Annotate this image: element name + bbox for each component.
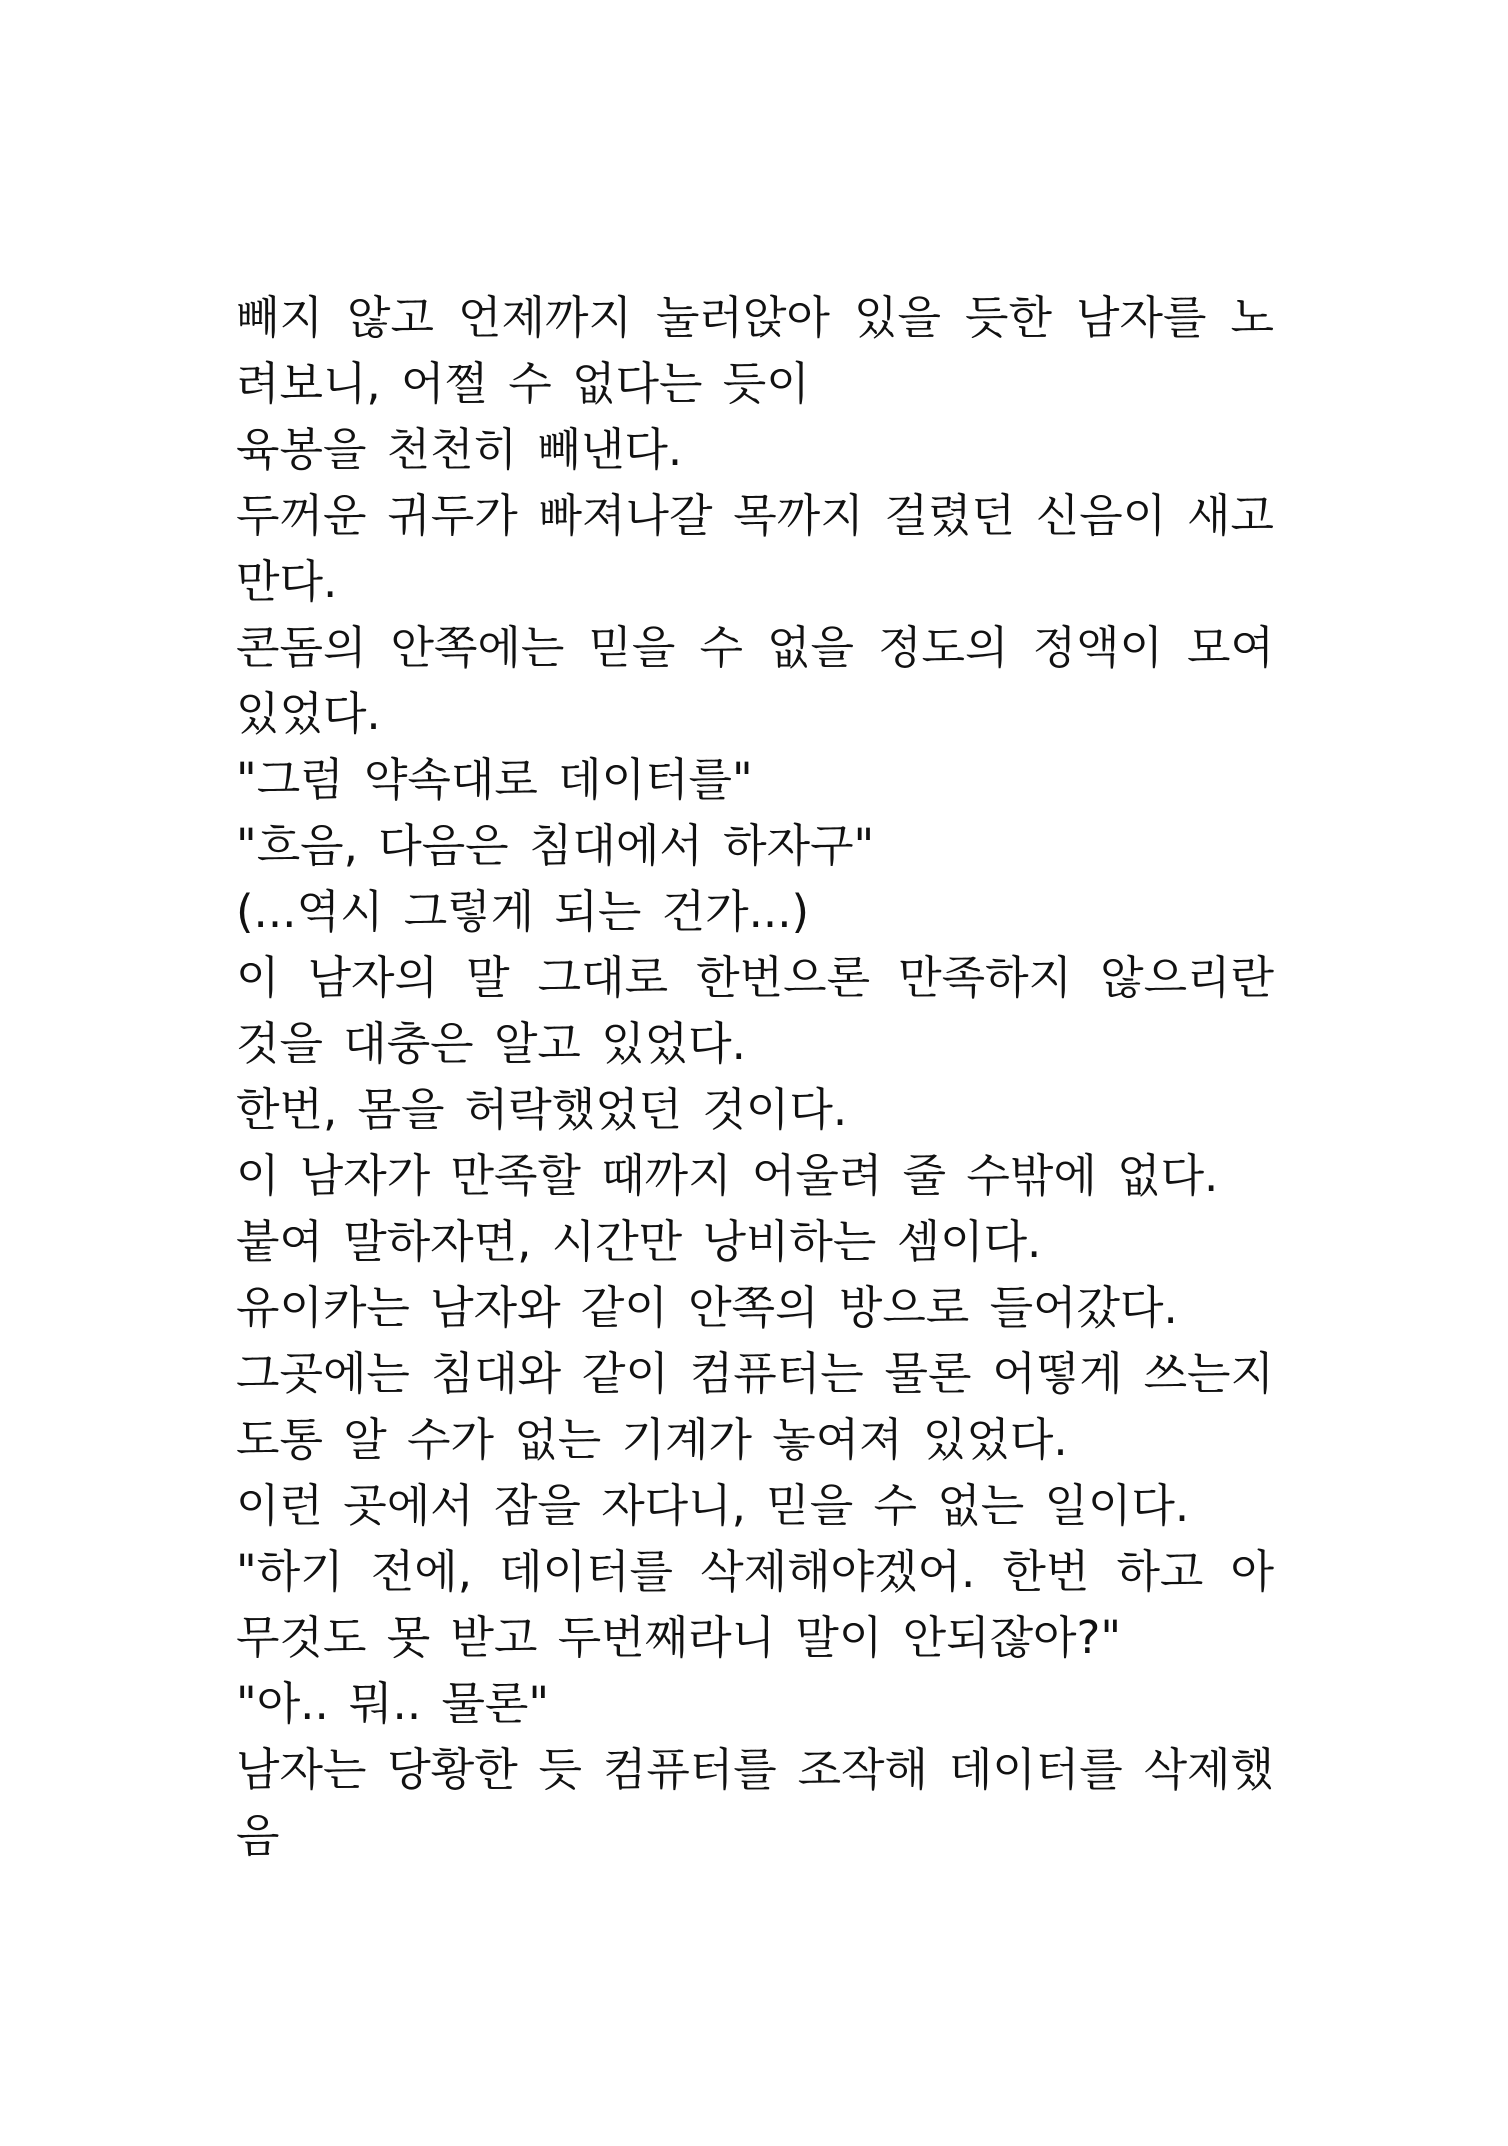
paragraph: (...역시 그렇게 되는 건가...): [236, 885, 810, 938]
paragraph: 그곳에는 침대와 같이 컴퓨터는 물론 어떻게 쓰는지 도통 알 수가 없는 기계가 놓여져 있었다.: [236, 1347, 1274, 1466]
paragraph: 이런 곳에서 잠을 자다니, 믿을 수 없는 일이다.: [236, 1479, 1190, 1532]
paragraph: "하기 전에, 데이터를 삭제해야겠어. 한번 하고 아무것도 못 받고 두번째라니 말이 안되잖아?": [236, 1545, 1274, 1664]
paragraph: 유이카는 남자와 같이 안쪽의 방으로 들어갔다.: [236, 1281, 1178, 1334]
paragraph: 한번, 몸을 허락했었던 것이다.: [236, 1083, 848, 1136]
paragraph: 콘돔의 안쪽에는 믿을 수 없을 정도의 정액이 모여 있었다.: [236, 621, 1274, 740]
paragraph: 빼지 않고 언제까지 눌러앉아 있을 듯한 남자를 노려보니, 어쩔 수 없다는 듯이: [236, 291, 1274, 410]
paragraph: "그럼 약속대로 데이터를": [236, 753, 753, 806]
paragraph: 이 남자의 말 그대로 한번으론 만족하지 않으리란 것을 대충은 알고 있었다.: [236, 951, 1274, 1070]
paragraph: 이 남자가 만족할 때까지 어울려 줄 수밖에 없다.: [236, 1149, 1219, 1202]
paragraph: "흐음, 다음은 침대에서 하자구": [236, 819, 875, 872]
paragraph: 남자는 당황한 듯 컴퓨터를 조작해 데이터를 삭제했음: [236, 1743, 1274, 1862]
paragraph: "아.. 뭐.. 물론": [236, 1677, 550, 1730]
paragraph: 육봉을 천천히 빼낸다.: [236, 423, 683, 476]
paragraph: 붙여 말하자면, 시간만 낭비하는 셈이다.: [236, 1215, 1042, 1268]
body-text: [236, 285, 1274, 1869]
paragraph: 두꺼운 귀두가 빠져나갈 목까지 걸렸던 신음이 새고 만다.: [236, 489, 1274, 608]
